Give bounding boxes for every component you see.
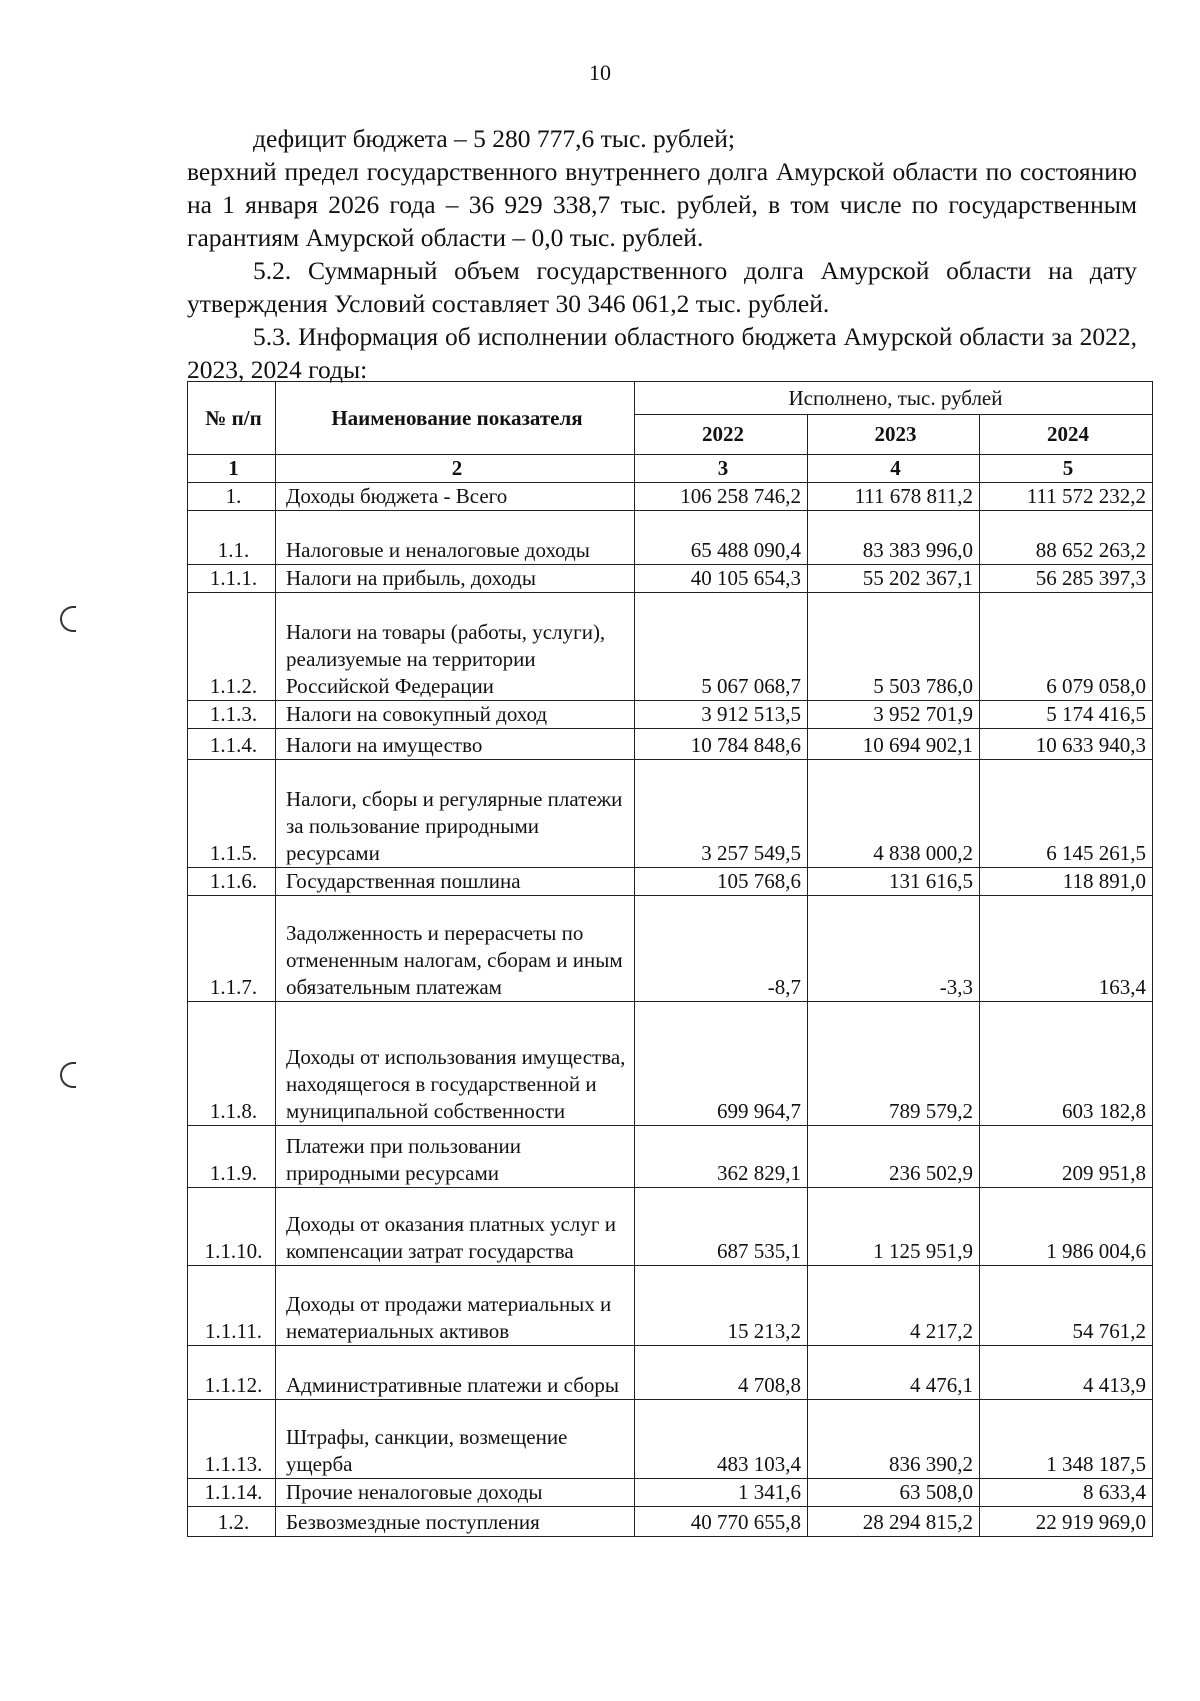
row-value-2022: 3 912 513,5 (635, 701, 808, 729)
row-number: 1.2. (188, 1507, 276, 1537)
row-value-2022: 687 535,1 (635, 1188, 808, 1266)
row-value-2024: 10 633 940,3 (980, 729, 1153, 760)
row-indicator-name: Платежи при пользовании природными ресурсами (276, 1126, 635, 1188)
header-num: № п/п (188, 382, 276, 455)
row-number: 1.1.10. (188, 1188, 276, 1266)
row-number: 1.1.1. (188, 565, 276, 593)
row-indicator-name: Доходы от использования имущества, находящегося в государственной и муниципальной собственности (276, 1002, 635, 1126)
row-value-2022: 40 105 654,3 (635, 565, 808, 593)
header-year: 2022 (635, 415, 808, 455)
row-value-2022: 483 103,4 (635, 1400, 808, 1479)
row-value-2024: 22 919 969,0 (980, 1507, 1153, 1537)
column-number: 3 (635, 455, 808, 483)
row-value-2022: 10 784 848,6 (635, 729, 808, 760)
row-indicator-name: Доходы бюджета - Всего (276, 483, 635, 511)
row-value-2024: 6 079 058,0 (980, 593, 1153, 701)
row-value-2022: -8,7 (635, 896, 808, 1002)
row-value-2024: 209 951,8 (980, 1126, 1153, 1188)
row-value-2024: 163,4 (980, 896, 1153, 1002)
row-indicator-name: Безвозмездные поступления (276, 1507, 635, 1537)
row-indicator-name: Налоги на товары (работы, услуги), реализуемые на территории Российской Федерации (276, 593, 635, 701)
row-value-2023: 4 838 000,2 (808, 760, 980, 868)
row-value-2022: 699 964,7 (635, 1002, 808, 1126)
row-value-2022: 1 341,6 (635, 1479, 808, 1507)
row-value-2022: 40 770 655,8 (635, 1507, 808, 1537)
row-value-2024: 603 182,8 (980, 1002, 1153, 1126)
row-value-2023: 63 508,0 (808, 1479, 980, 1507)
row-value-2023: 83 383 996,0 (808, 511, 980, 565)
row-value-2022: 5 067 068,7 (635, 593, 808, 701)
header-year: 2023 (808, 415, 980, 455)
row-number: 1.1.2. (188, 593, 276, 701)
row-number: 1. (188, 483, 276, 511)
debt-limit-paragraph: верхний предел государственного внутреннего долга Амурской области по состоянию на 1 января 2026 года – 36 929 338,7 тыс. рублей, в том числе по государственным гарантиям Амурской области – 0,0 тыс. рублей. (187, 157, 1137, 252)
row-value-2022: 105 768,6 (635, 868, 808, 896)
column-number: 4 (808, 455, 980, 483)
row-number: 1.1. (188, 511, 276, 565)
row-value-2022: 15 213,2 (635, 1266, 808, 1346)
table-row (188, 1002, 1153, 1126)
row-number: 1.1.5. (188, 760, 276, 868)
row-value-2023: 1 125 951,9 (808, 1188, 980, 1266)
header-executed: Исполнено, тыс. рублей (635, 382, 1153, 415)
row-indicator-name: Задолженность и перерасчеты по отмененным налогам, сборам и иным обязательным платежам (276, 896, 635, 1002)
row-number: 1.1.11. (188, 1266, 276, 1346)
row-value-2023: 111 678 811,2 (808, 483, 980, 511)
row-value-2024: 6 145 261,5 (980, 760, 1153, 868)
row-value-2023: 55 202 367,1 (808, 565, 980, 593)
row-indicator-name: Налоги, сборы и регулярные платежи за пользование природными ресурсами (276, 760, 635, 868)
table-row (188, 1346, 1153, 1400)
row-number: 1.1.13. (188, 1400, 276, 1479)
row-value-2023: -3,3 (808, 896, 980, 1002)
row-number: 1.1.4. (188, 729, 276, 760)
row-value-2023: 3 952 701,9 (808, 701, 980, 729)
row-value-2024: 118 891,0 (980, 868, 1153, 896)
row-indicator-name: Налоговые и неналоговые доходы (276, 511, 635, 565)
row-indicator-name: Штрафы, санкции, возмещение ущерба (276, 1400, 635, 1479)
debt-total-paragraph: 5.2. Суммарный объем государственного долга Амурской области на дату утверждения Условий составляет 30 346 061,2 тыс. рублей. (187, 256, 1137, 318)
row-number: 1.1.14. (188, 1479, 276, 1507)
row-number: 1.1.9. (188, 1126, 276, 1188)
table-row (188, 1400, 1153, 1479)
row-value-2022: 3 257 549,5 (635, 760, 808, 868)
table-row (188, 701, 1153, 729)
table-row (188, 760, 1153, 868)
row-indicator-name: Административные платежи и сборы (276, 1346, 635, 1400)
row-value-2024: 1 986 004,6 (980, 1188, 1153, 1266)
row-number: 1.1.8. (188, 1002, 276, 1126)
row-value-2023: 4 217,2 (808, 1266, 980, 1346)
row-value-2023: 131 616,5 (808, 868, 980, 896)
table-row (188, 511, 1153, 565)
row-number: 1.1.12. (188, 1346, 276, 1400)
row-indicator-name: Налоги на имущество (276, 729, 635, 760)
column-number: 2 (276, 455, 635, 483)
row-value-2024: 111 572 232,2 (980, 483, 1153, 511)
execution-info-paragraph: 5.3. Информация об исполнении областного бюджета Амурской области за 2022, 2023, 2024 годы: (187, 322, 1137, 384)
binder-hole-mark (60, 1062, 76, 1088)
column-number: 5 (980, 455, 1153, 483)
header-name: Наименование показателя (276, 382, 635, 455)
table-row (188, 729, 1153, 760)
row-value-2023: 236 502,9 (808, 1126, 980, 1188)
row-indicator-name: Налоги на прибыль, доходы (276, 565, 635, 593)
row-value-2024: 8 633,4 (980, 1479, 1153, 1507)
row-value-2024: 56 285 397,3 (980, 565, 1153, 593)
column-number: 1 (188, 455, 276, 483)
table-row (188, 1479, 1153, 1507)
row-value-2023: 789 579,2 (808, 1002, 980, 1126)
row-indicator-name: Доходы от оказания платных услуг и компенсации затрат государства (276, 1188, 635, 1266)
row-value-2022: 65 488 090,4 (635, 511, 808, 565)
table-row (188, 593, 1153, 701)
row-number: 1.1.3. (188, 701, 276, 729)
row-number: 1.1.7. (188, 896, 276, 1002)
row-number: 1.1.6. (188, 868, 276, 896)
budget-execution-table (187, 381, 1153, 1537)
table-row (188, 1266, 1153, 1346)
row-indicator-name: Налоги на совокупный доход (276, 701, 635, 729)
table-row (188, 1126, 1153, 1188)
row-value-2023: 4 476,1 (808, 1346, 980, 1400)
row-value-2022: 106 258 746,2 (635, 483, 808, 511)
row-value-2023: 28 294 815,2 (808, 1507, 980, 1537)
row-value-2024: 4 413,9 (980, 1346, 1153, 1400)
table-row (188, 1188, 1153, 1266)
header-year: 2024 (980, 415, 1153, 455)
row-indicator-name: Прочие неналоговые доходы (276, 1479, 635, 1507)
row-value-2023: 836 390,2 (808, 1400, 980, 1479)
row-value-2024: 1 348 187,5 (980, 1400, 1153, 1479)
table-row (188, 565, 1153, 593)
binder-hole-mark (60, 606, 76, 632)
row-indicator-name: Государственная пошлина (276, 868, 635, 896)
row-value-2023: 5 503 786,0 (808, 593, 980, 701)
row-value-2023: 10 694 902,1 (808, 729, 980, 760)
table-row (188, 1507, 1153, 1537)
row-value-2024: 54 761,2 (980, 1266, 1153, 1346)
row-value-2022: 4 708,8 (635, 1346, 808, 1400)
table-row (188, 896, 1153, 1002)
row-indicator-name: Доходы от продажи материальных и нематериальных активов (276, 1266, 635, 1346)
table-row (188, 483, 1153, 511)
row-value-2022: 362 829,1 (635, 1126, 808, 1188)
row-value-2024: 88 652 263,2 (980, 511, 1153, 565)
table-row (188, 868, 1153, 896)
page-number: 10 (589, 60, 611, 85)
row-value-2024: 5 174 416,5 (980, 701, 1153, 729)
deficit-paragraph: дефицит бюджета – 5 280 777,6 тыс. рублей; (253, 124, 735, 153)
